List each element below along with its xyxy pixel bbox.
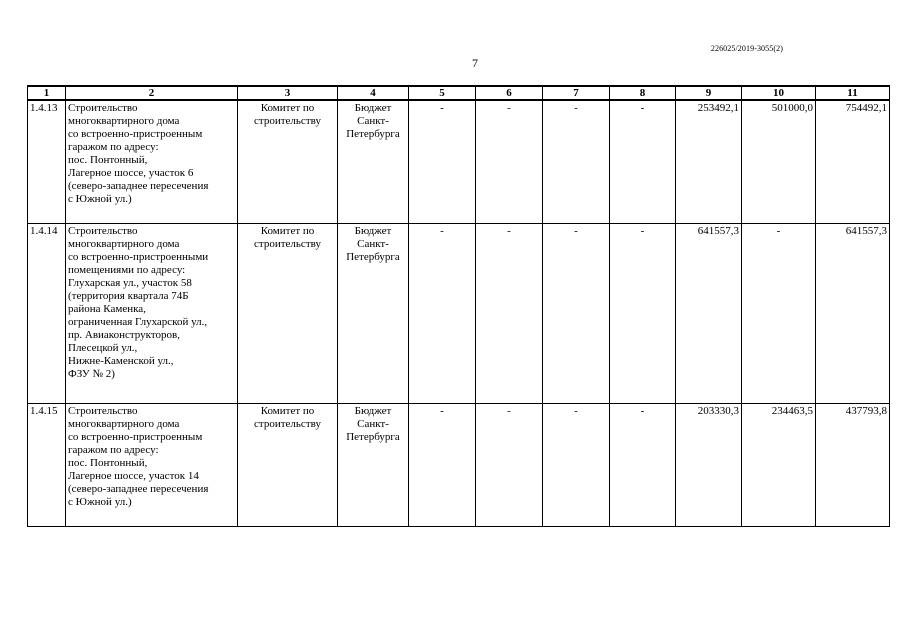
column-header-7: 7 (543, 86, 610, 100)
column-header-5: 5 (409, 86, 476, 100)
item-col-6: - (476, 100, 543, 224)
table-row (28, 100, 890, 224)
column-header-1: 1 (28, 86, 66, 100)
item-col-8: - (610, 404, 676, 527)
item-col-9: 641557,3 (676, 224, 742, 404)
item-col-10: 234463,5 (742, 404, 816, 527)
item-col-9: 203330,3 (676, 404, 742, 527)
item-funding-source: Бюджет Санкт-Петербурга (338, 100, 409, 224)
item-col-8: - (610, 100, 676, 224)
item-col-9: 253492,1 (676, 100, 742, 224)
column-header-8: 8 (610, 86, 676, 100)
column-header-3: 3 (238, 86, 338, 100)
item-funding-source: Бюджет Санкт-Петербурга (338, 404, 409, 527)
document-id: 226025/2019-3055(2) (710, 44, 783, 53)
item-col-11: 641557,3 (816, 224, 890, 404)
item-col-10: 501000,0 (742, 100, 816, 224)
column-header-2: 2 (66, 86, 238, 100)
item-code: 1.4.14 (28, 224, 66, 404)
item-name: Строительство многоквартирного дома со встроенно-пристроенными помещениями по адресу: Глухарская ул., участок 58 (территория квартала 74Б района Каменка, ограниченная Глухарской ул., пр. Авиаконструкторов, Плесецкой ул., Нижне-Каменской ул., ФЗУ № 2) (66, 224, 238, 404)
item-col-5: - (409, 224, 476, 404)
column-header-4: 4 (338, 86, 409, 100)
item-col-10: - (742, 224, 816, 404)
item-col-7: - (543, 404, 610, 527)
item-name: Строительство многоквартирного дома со встроенно-пристроенным гаражом по адресу: пос. Понтонный, Лагерное шоссе, участок 6 (северо-западнее пересечения с Южной ул.) (66, 100, 238, 224)
column-header-9: 9 (676, 86, 742, 100)
item-customer: Комитет по строительству (238, 100, 338, 224)
item-col-11: 754492,1 (816, 100, 890, 224)
column-header-10: 10 (742, 86, 816, 100)
item-customer: Комитет по строительству (238, 404, 338, 527)
item-col-7: - (543, 224, 610, 404)
item-customer: Комитет по строительству (238, 224, 338, 404)
table-row (28, 224, 890, 404)
item-funding-source: Бюджет Санкт-Петербурга (338, 224, 409, 404)
item-col-7: - (543, 100, 610, 224)
page-number: 7 (472, 56, 478, 70)
item-name: Строительство многоквартирного дома со встроенно-пристроенным гаражом по адресу: пос. Понтонный, Лагерное шоссе, участок 14 (северо-западнее пересечения с Южной ул.) (66, 404, 238, 527)
column-header-11: 11 (816, 86, 890, 100)
item-col-5: - (409, 100, 476, 224)
item-col-11: 437793,8 (816, 404, 890, 527)
item-code: 1.4.15 (28, 404, 66, 527)
program-table (27, 85, 890, 527)
table-header-row (28, 86, 890, 100)
item-col-6: - (476, 404, 543, 527)
table-row (28, 404, 890, 527)
item-code: 1.4.13 (28, 100, 66, 224)
item-col-6: - (476, 224, 543, 404)
column-header-6: 6 (476, 86, 543, 100)
item-col-8: - (610, 224, 676, 404)
item-col-5: - (409, 404, 476, 527)
